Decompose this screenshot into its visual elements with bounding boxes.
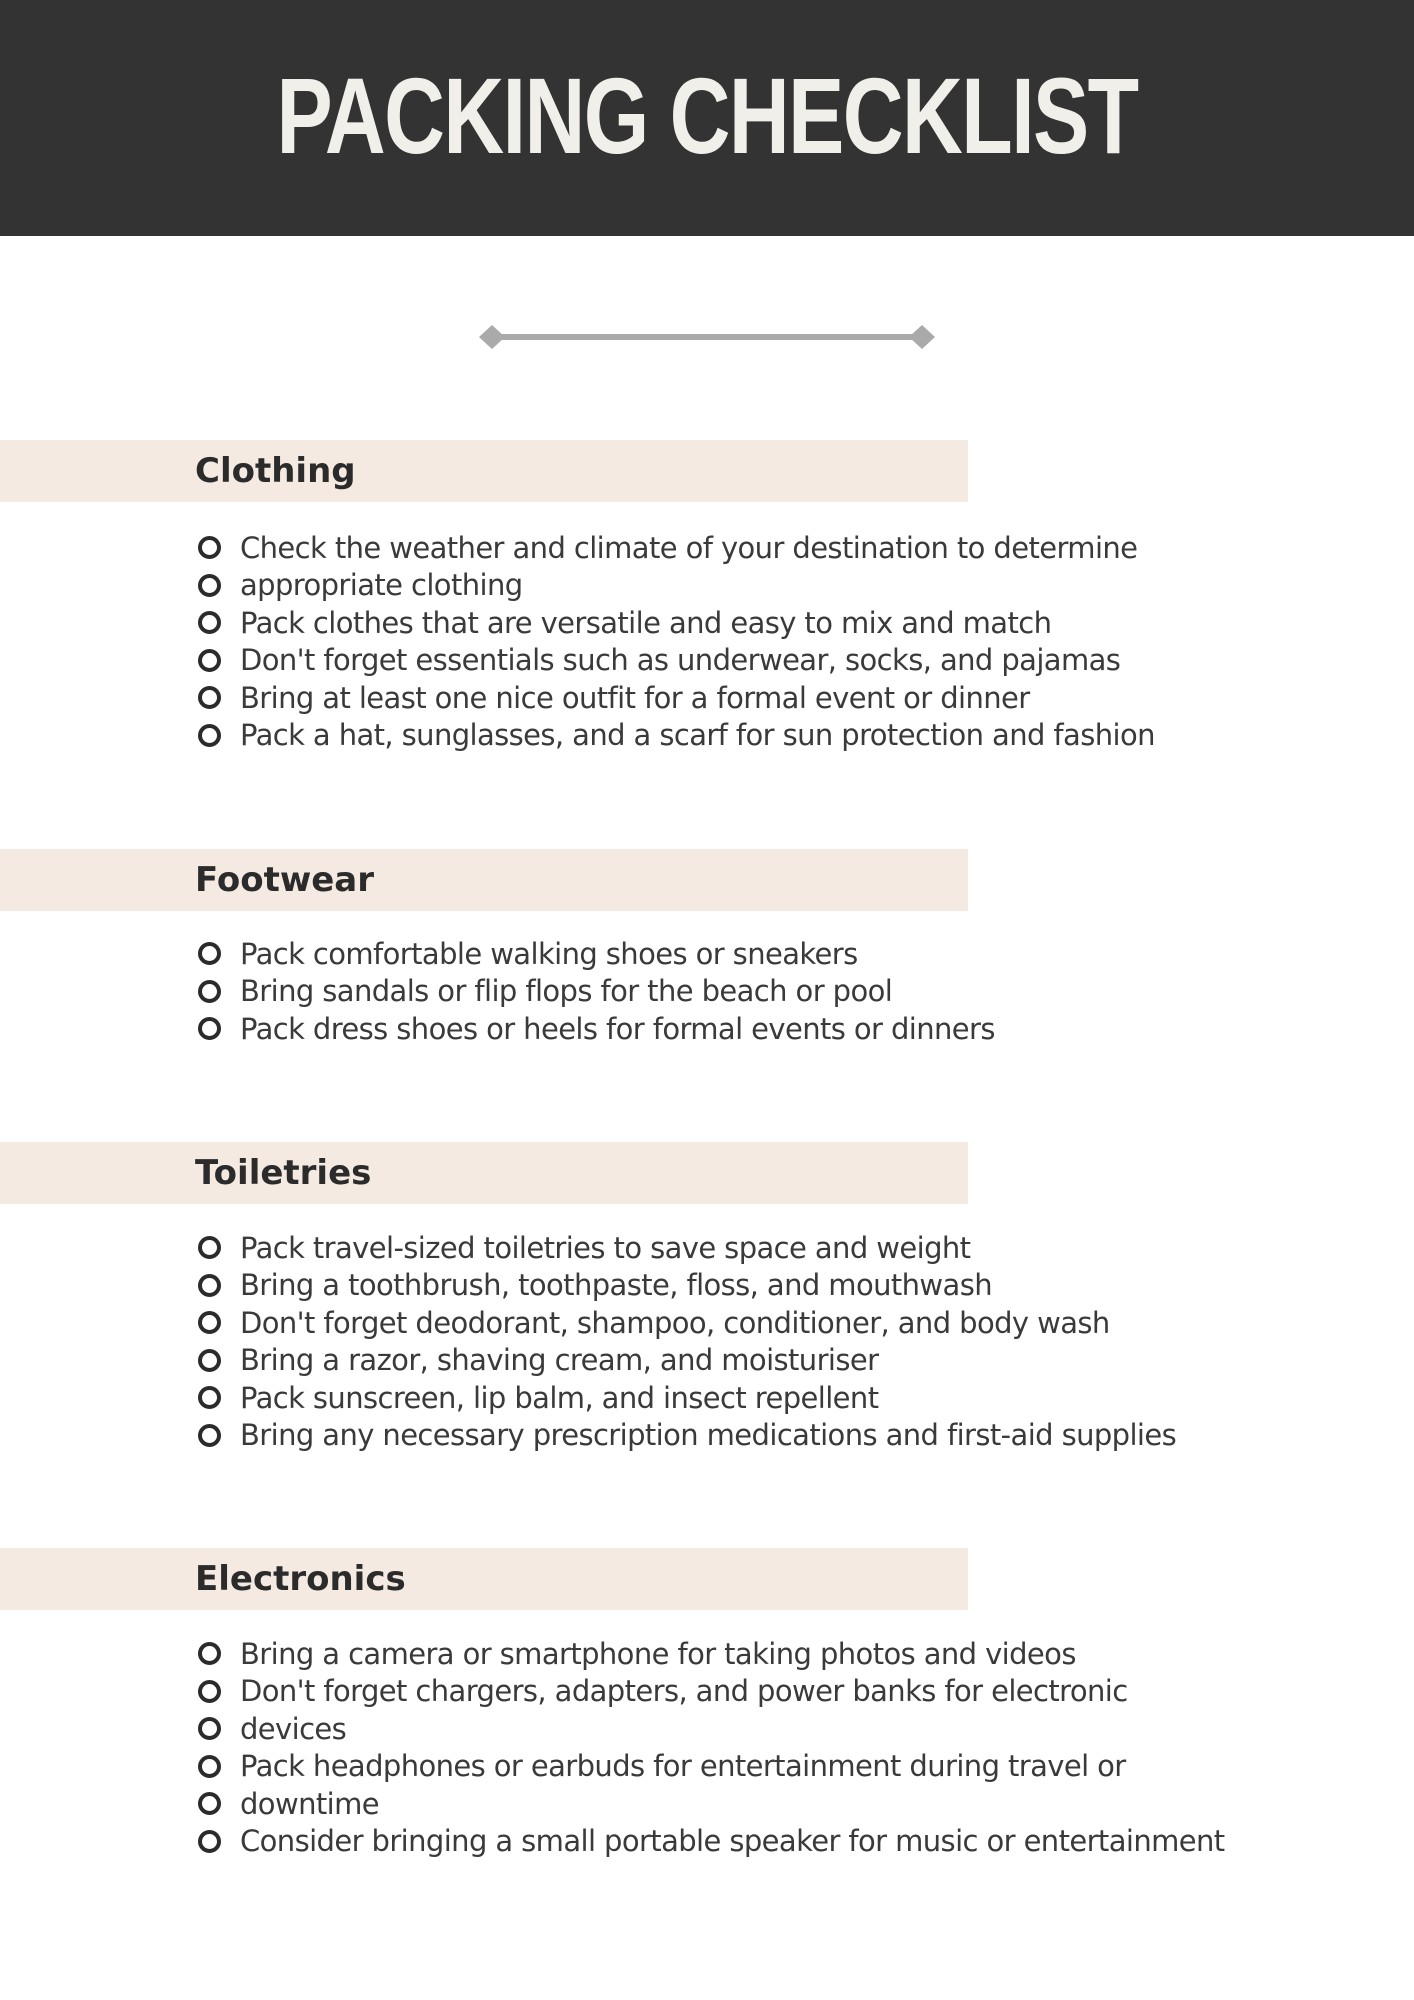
checkbox-circle-icon[interactable] — [198, 942, 221, 965]
checklist-item[interactable] — [198, 717, 1155, 755]
checkbox-circle-icon[interactable] — [198, 574, 221, 597]
checklist-item[interactable] — [198, 1417, 1176, 1455]
checklist-item-text: Pack headphones or earbuds for entertainment during travel or — [240, 1749, 1126, 1784]
checkbox-circle-icon[interactable] — [198, 1386, 221, 1409]
checklist-item-text: Bring any necessary prescription medications and first-aid supplies — [240, 1418, 1177, 1453]
checklist-item-text: Pack sunscreen, lip balm, and insect repellent — [240, 1380, 879, 1415]
checklist-item[interactable] — [198, 604, 1155, 642]
checkbox-circle-icon[interactable] — [198, 1424, 221, 1447]
checklist-item-text: Consider bringing a small portable speaker for music or entertainment — [240, 1824, 1225, 1859]
checklist-item[interactable] — [198, 1673, 1225, 1711]
divider-right-diamond — [909, 325, 935, 349]
checklist-item-text: Bring a toothbrush, toothpaste, floss, and mouthwash — [240, 1268, 992, 1303]
checklist-item-text: Don't forget deodorant, shampoo, conditioner, and body wash — [240, 1305, 1110, 1340]
checkbox-circle-icon[interactable] — [198, 1017, 221, 1040]
checkbox-circle-icon[interactable] — [198, 1236, 221, 1259]
checklist-item-text: Bring a razor, shaving cream, and moisturiser — [240, 1343, 879, 1378]
section-header-electronics — [0, 1548, 968, 1610]
checklist-item-text: Pack a hat, sunglasses, and a scarf for sun protection and fashion — [240, 718, 1155, 753]
checklist-item[interactable] — [198, 973, 995, 1011]
checklist-item[interactable] — [198, 1229, 1176, 1267]
checklist-item-text: Check the weather and climate of your destination to determine — [240, 530, 1138, 565]
section-title: Toiletries — [195, 1153, 372, 1193]
checklist-item-text: downtime — [240, 1786, 379, 1821]
decorative-divider — [478, 322, 936, 352]
checklist-item-text: Bring sandals or flip flops for the beach or pool — [240, 974, 893, 1009]
checkbox-circle-icon[interactable] — [198, 686, 221, 709]
checkbox-circle-icon[interactable] — [198, 1680, 221, 1703]
checklist-item-text: Bring at least one nice outfit for a formal event or dinner — [240, 680, 1030, 715]
checklist-toiletries — [198, 1229, 1176, 1454]
checklist-electronics — [198, 1635, 1225, 1860]
checklist-item[interactable] — [198, 935, 995, 973]
checklist-footwear — [198, 935, 995, 1048]
checkbox-circle-icon[interactable] — [198, 1642, 221, 1665]
checkbox-circle-icon[interactable] — [198, 649, 221, 672]
checkbox-circle-icon[interactable] — [198, 1755, 221, 1778]
checklist-item[interactable] — [198, 1304, 1176, 1342]
checklist-item[interactable] — [198, 1342, 1176, 1380]
checkbox-circle-icon[interactable] — [198, 1349, 221, 1372]
checklist-item[interactable] — [198, 1748, 1225, 1786]
checklist-item-text: Don't forget chargers, adapters, and power banks for electronic — [240, 1674, 1128, 1709]
checklist-item-text: Pack dress shoes or heels for formal events or dinners — [240, 1011, 995, 1046]
checklist-item[interactable] — [198, 1635, 1225, 1673]
divider-left-diamond — [479, 325, 505, 349]
checklist-item-text: Don't forget essentials such as underwear, socks, and pajamas — [240, 643, 1121, 678]
checklist-item[interactable] — [198, 529, 1155, 567]
checkbox-circle-icon[interactable] — [198, 980, 221, 1003]
section-header-clothing — [0, 440, 968, 502]
checkbox-circle-icon[interactable] — [198, 1274, 221, 1297]
header-banner — [0, 0, 1414, 236]
checkbox-circle-icon[interactable] — [198, 1830, 221, 1853]
section-header-toiletries — [0, 1142, 968, 1204]
checklist-item-text: Pack comfortable walking shoes or sneakers — [240, 936, 858, 971]
checklist-item-text: devices — [240, 1711, 347, 1746]
section-header-footwear — [0, 849, 968, 911]
checkbox-circle-icon[interactable] — [198, 724, 221, 747]
checklist-item[interactable] — [198, 679, 1155, 717]
checklist-item-text: appropriate clothing — [240, 568, 523, 603]
checkbox-circle-icon[interactable] — [198, 611, 221, 634]
checklist-item[interactable] — [198, 1785, 1225, 1823]
checkbox-circle-icon[interactable] — [198, 1792, 221, 1815]
page-title: PACKING CHECKLIST — [276, 54, 1138, 176]
checklist-item[interactable] — [198, 567, 1155, 605]
checkbox-circle-icon[interactable] — [198, 1311, 221, 1334]
checklist-item[interactable] — [198, 1010, 995, 1048]
checklist-item-text: Pack travel-sized toiletries to save space and weight — [240, 1230, 971, 1265]
checklist-clothing — [198, 529, 1155, 754]
checkbox-circle-icon[interactable] — [198, 1717, 221, 1740]
checklist-item[interactable] — [198, 642, 1155, 680]
section-title: Electronics — [195, 1559, 406, 1599]
section-title: Clothing — [195, 451, 356, 491]
checklist-item-text: Pack clothes that are versatile and easy to mix and match — [240, 605, 1052, 640]
checklist-item-text: Bring a camera or smartphone for taking photos and videos — [240, 1636, 1076, 1671]
checkbox-circle-icon[interactable] — [198, 536, 221, 559]
checklist-item[interactable] — [198, 1267, 1176, 1305]
section-title: Footwear — [195, 860, 374, 900]
checklist-item[interactable] — [198, 1710, 1225, 1748]
checklist-item[interactable] — [198, 1379, 1176, 1417]
checklist-item[interactable] — [198, 1823, 1225, 1861]
